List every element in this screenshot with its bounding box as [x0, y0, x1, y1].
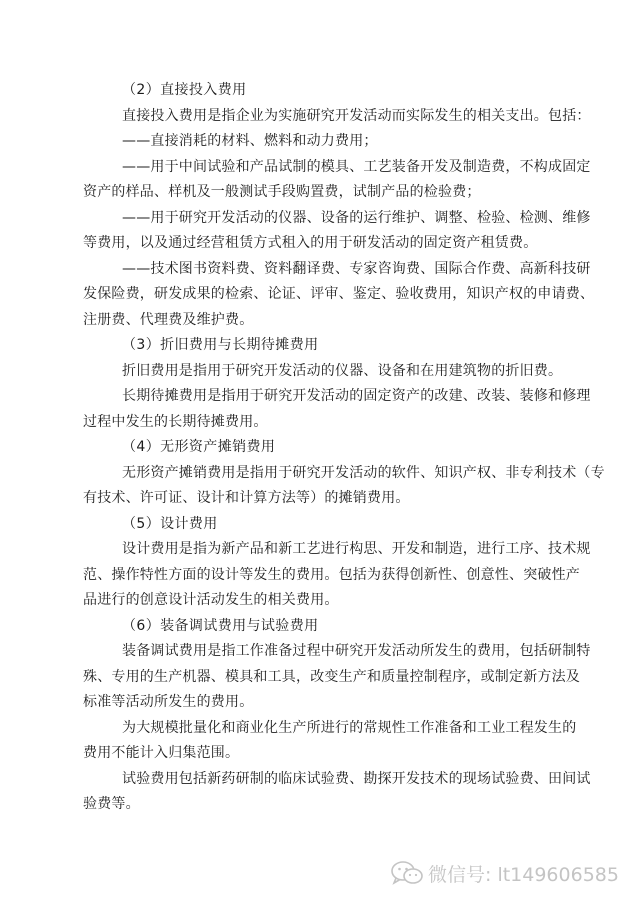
section-heading-design: （5）设计费用 — [122, 516, 218, 532]
paragraph-line: 为大规模批量化和商业化生产所进行的常规性工作准备和工业工程发生的 — [122, 720, 577, 736]
paragraph-line: 试验费用包括新药研制的临床试验费、勘探开发技术的现场试验费、田间试 — [122, 771, 591, 787]
paragraph-line: 无形资产摊销费用是指用于研究开发活动的软件、知识产权、非专利技术（专 — [122, 465, 605, 481]
section-heading-intangible: （4）无形资产摊销费用 — [122, 439, 276, 455]
section-heading-equipment-test: （6）装备调试费用与试验费用 — [122, 618, 319, 634]
watermark — [390, 858, 619, 888]
list-item-dash: ——直接消耗的材料、燃料和动力费用； — [122, 133, 378, 149]
list-item-dash: ——用于中间试验和产品试制的模具、工艺装备开发及制造费，不构成固定 — [122, 159, 591, 175]
watermark-text: 微信号: lt149606585 — [428, 863, 619, 886]
list-item-dash: ——用于研究开发活动的仪器、设备的运行维护、调整、检验、检测、维修 — [122, 210, 591, 226]
paragraph-line: 长期待摊费用是指用于研究开发活动的固定资产的改建、改装、装修和修理 — [122, 388, 591, 404]
wechat-icon — [390, 860, 424, 886]
paragraph-line: 设计费用是指为新产品和新工艺进行构思、开发和制造，进行工序、技术规 — [122, 541, 591, 557]
paragraph-line: 范、操作特性方面的设计等发生的费用。包括为获得创新性、创意性、突破性产 — [83, 567, 580, 583]
paragraph-line: 注册费、代理费及维护费。 — [83, 312, 254, 328]
section-heading-depreciation: （3）折旧费用与长期待摊费用 — [122, 337, 319, 353]
list-item-dash: ——技术图书资料费、资料翻译费、专家咨询费、国际合作费、高新科技研 — [122, 261, 591, 277]
paragraph-line: 等费用，以及通过经营租赁方式租入的用于研发活动的固定资产租赁费。 — [83, 235, 538, 251]
paragraph-line: 验费等。 — [83, 796, 140, 812]
paragraph-line: 过程中发生的长期待摊费用。 — [83, 414, 268, 430]
paragraph-line: 品进行的创意设计活动发生的相关费用。 — [83, 592, 339, 608]
section-heading-direct-input: （2）直接投入费用 — [122, 82, 247, 98]
paragraph-line: 折旧费用是指用于研究开发活动的仪器、设备和在用建筑物的折旧费。 — [122, 363, 563, 379]
paragraph-line: 标准等活动所发生的费用。 — [83, 694, 254, 710]
paragraph-line: 装备调试费用是指工作准备过程中研究开发活动所发生的费用，包括研制特 — [122, 643, 591, 659]
paragraph-line: 资产的样品、样机及一般测试手段购置费，试制产品的检验费； — [83, 184, 481, 200]
paragraph-line: 有技术、许可证、设计和计算方法等）的摊销费用。 — [83, 490, 410, 506]
paragraph-line: 费用不能计入归集范围。 — [83, 745, 240, 761]
paragraph-line: 发保险费，研发成果的检索、论证、评审、鉴定、验收费用，知识产权的申请费、 — [83, 286, 595, 302]
paragraph-line: 直接投入费用是指企业为实施研究开发活动而实际发生的相关支出。包括： — [122, 108, 591, 124]
paragraph-line: 殊、专用的生产机器、模具和工具，改变生产和质量控制程序，或制定新方法及 — [83, 669, 580, 685]
